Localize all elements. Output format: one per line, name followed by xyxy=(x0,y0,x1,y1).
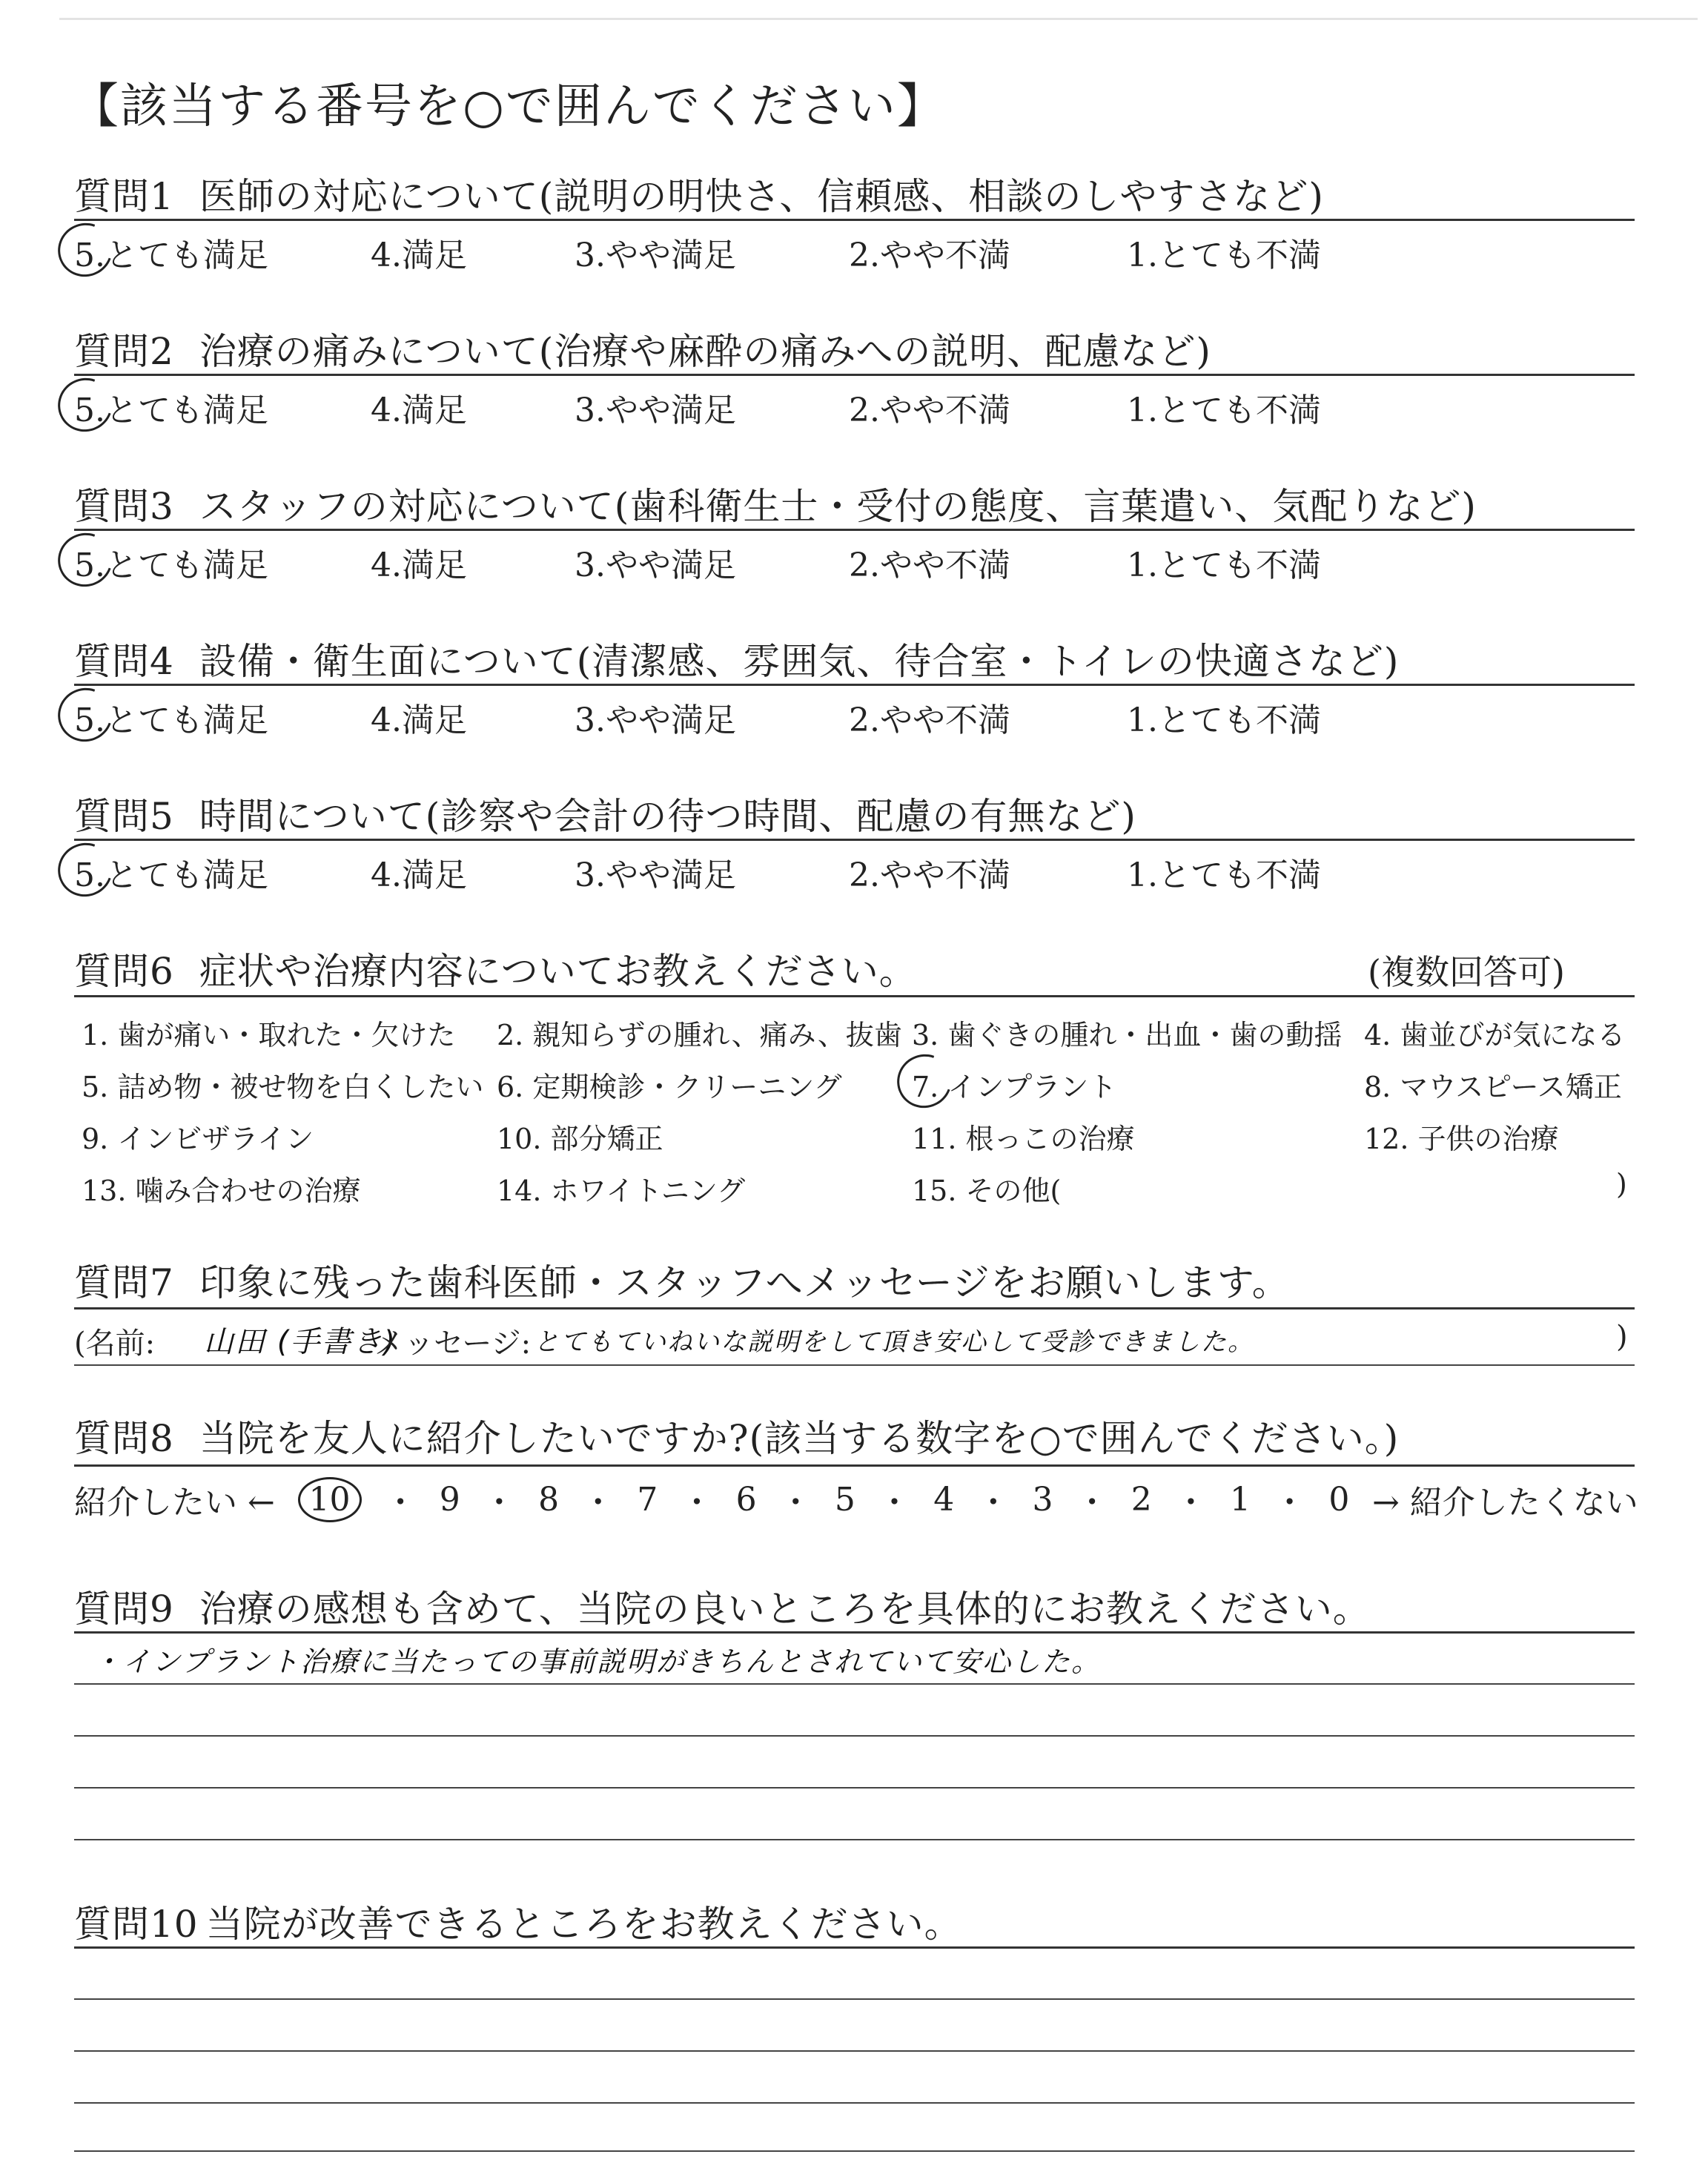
q10-text: 当院が改善できるところをお教えください。 xyxy=(205,1903,962,1946)
q6-option[interactable]: 10. 部分矯正 xyxy=(497,1123,663,1155)
q8-separator: ・ xyxy=(1076,1484,1109,1522)
q10-line xyxy=(74,1998,1635,2000)
q6-note: (複数回答可) xyxy=(1368,952,1565,992)
q6-option[interactable]: 12. 子供の治療 xyxy=(1364,1123,1559,1155)
q10-rule xyxy=(74,1946,1635,1949)
q7-number: 質問7 xyxy=(74,1261,174,1304)
rating-option[interactable]: 5.とても満足 xyxy=(74,237,268,274)
q5-title xyxy=(74,787,1136,840)
q6-number: 質問6 xyxy=(74,950,174,993)
question-number: 質問2 xyxy=(74,330,174,373)
q8-scale-value[interactable]: 2 xyxy=(1131,1480,1152,1519)
rating-option[interactable]: 4.満足 xyxy=(371,546,467,584)
rating-option[interactable]: 2.やや不満 xyxy=(849,237,1010,274)
q8-scale-value[interactable]: 8 xyxy=(538,1480,560,1519)
q8-scale xyxy=(74,1476,1638,1523)
rating-option[interactable]: 1.とても不満 xyxy=(1127,546,1321,584)
rating-option[interactable]: 4.満足 xyxy=(371,856,467,894)
q6-option[interactable]: 11. 根っこの治療 xyxy=(912,1123,1135,1155)
q3-title xyxy=(74,477,1477,530)
q8-left-label: 紹介したい ← xyxy=(74,1484,275,1522)
question-text: スタッフの対応について(歯科衛生士・受付の態度、言葉遣い、気配りなど) xyxy=(199,485,1477,528)
q8-title xyxy=(74,1409,1399,1462)
question-number: 質問5 xyxy=(74,795,174,838)
q9-line xyxy=(74,1787,1635,1789)
q9-rule xyxy=(74,1631,1635,1634)
q9-line xyxy=(74,1683,1635,1685)
q8-separator: ・ xyxy=(1273,1484,1306,1522)
rating-option[interactable]: 4.満足 xyxy=(371,701,467,739)
rating-option[interactable]: 4.満足 xyxy=(371,392,467,429)
question-number: 質問1 xyxy=(74,175,174,218)
q6-option[interactable]: 1. 歯が痛い・取れた・欠けた xyxy=(82,1019,456,1051)
q7-text: 印象に残った歯科医師・スタッフへメッセージをお願いします。 xyxy=(199,1261,1290,1304)
q8-scale-value[interactable]: 1 xyxy=(1230,1480,1251,1519)
q6-option[interactable]: 15. その他( xyxy=(912,1175,1062,1207)
q2-title xyxy=(74,322,1211,375)
question-rule xyxy=(74,839,1635,841)
question-rule xyxy=(74,529,1635,531)
q6-option[interactable]: 4. 歯並びが気になる xyxy=(1364,1019,1626,1051)
q10-number: 質問10 xyxy=(74,1903,199,1946)
rating-option[interactable]: 3.やや満足 xyxy=(575,546,736,584)
q6-option[interactable]: 8. マウスピース矯正 xyxy=(1364,1071,1622,1103)
rating-option[interactable]: 3.やや満足 xyxy=(575,237,736,274)
q9-number: 質問9 xyxy=(74,1588,174,1631)
q6-text: 症状や治療内容についてお教えください。 xyxy=(199,950,917,993)
q7-bottom-rule xyxy=(74,1364,1635,1366)
q7-name-value[interactable]: 山田 (手書き) xyxy=(204,1325,397,1359)
q7-name-label: (名前: xyxy=(74,1327,156,1361)
rating-option[interactable]: 2.やや不満 xyxy=(849,856,1010,894)
q6-rule xyxy=(74,995,1635,997)
q8-scale-value[interactable]: 10 xyxy=(298,1477,362,1522)
q8-separator: ・ xyxy=(779,1484,812,1522)
q7-title xyxy=(74,1253,1290,1307)
q8-number: 質問8 xyxy=(74,1417,174,1460)
q8-scale-value[interactable]: 4 xyxy=(933,1480,955,1519)
rating-option[interactable]: 2.やや不満 xyxy=(849,546,1010,584)
q8-scale-value[interactable]: 0 xyxy=(1328,1480,1350,1519)
q8-separator: ・ xyxy=(878,1484,911,1522)
page-header: 【該当する番号を○で囲んでください】 xyxy=(71,79,946,134)
rating-option[interactable]: 5.とても満足 xyxy=(74,701,268,739)
q6-option[interactable]: 5. 詰め物・被せ物を白くしたい xyxy=(82,1071,484,1103)
q1-title xyxy=(74,167,1324,220)
q9-title xyxy=(74,1579,1371,1633)
rating-option[interactable]: 3.やや満足 xyxy=(575,856,736,894)
rating-option[interactable]: 2.やや不満 xyxy=(849,701,1010,739)
q8-rule xyxy=(74,1464,1635,1467)
q6-title xyxy=(74,942,917,995)
q9-answer[interactable]: ・インプラント治療に当たっての事前説明がきちんとされていて安心した。 xyxy=(93,1645,1102,1678)
q6-option[interactable]: 9. インビザライン xyxy=(82,1123,314,1155)
q4-title xyxy=(74,632,1399,685)
q9-line xyxy=(74,1839,1635,1840)
question-number: 質問4 xyxy=(74,640,174,683)
q10-line xyxy=(74,2150,1635,2152)
rating-option[interactable]: 1.とても不満 xyxy=(1127,856,1321,894)
question-rule xyxy=(74,374,1635,376)
q8-separator: ・ xyxy=(384,1484,417,1522)
q6-option[interactable]: 3. 歯ぐきの腫れ・出血・歯の動揺 xyxy=(912,1019,1343,1051)
q6-option[interactable]: 7. インプラント xyxy=(912,1071,1117,1103)
q8-scale-value[interactable]: 7 xyxy=(637,1480,658,1519)
question-rule xyxy=(74,219,1635,221)
rating-option[interactable]: 3.やや満足 xyxy=(575,701,736,739)
rating-option[interactable]: 5.とても満足 xyxy=(74,392,268,429)
q8-scale-value[interactable]: 9 xyxy=(439,1480,460,1519)
rating-option[interactable]: 3.やや満足 xyxy=(575,392,736,429)
q10-line xyxy=(74,2050,1635,2052)
q8-scale-value[interactable]: 5 xyxy=(834,1480,855,1519)
q10-title xyxy=(74,1895,962,1948)
q9-line xyxy=(74,1735,1635,1737)
q6-option[interactable]: 2. 親知らずの腫れ、痛み、抜歯 xyxy=(497,1019,902,1051)
question-number: 質問3 xyxy=(74,485,174,528)
q8-separator: ・ xyxy=(1174,1484,1208,1522)
q8-separator: ・ xyxy=(581,1484,615,1522)
q7-rule xyxy=(74,1307,1635,1309)
q9-text: 治療の感想も含めて、当院の良いところを具体的にお教えください。 xyxy=(199,1588,1371,1631)
rating-option[interactable]: 1.とても不満 xyxy=(1127,237,1321,274)
q8-right-label: → 紹介したくない xyxy=(1371,1484,1638,1522)
question-text: 治療の痛みについて(治療や麻酔の痛みへの説明、配慮など) xyxy=(199,330,1211,373)
q8-separator: ・ xyxy=(483,1484,516,1522)
question-text: 時間について(診察や会計の待つ時間、配慮の有無など) xyxy=(199,795,1136,838)
question-rule xyxy=(74,684,1635,686)
q8-text: 当院を友人に紹介したいですか?(該当する数字を○で囲んでください。) xyxy=(199,1417,1400,1460)
q8-scale-value[interactable]: 3 xyxy=(1032,1480,1053,1519)
rating-option[interactable]: 1.とても不満 xyxy=(1127,701,1321,739)
q10-line xyxy=(74,2102,1635,2104)
q6-option[interactable]: 14. ホワイトニング xyxy=(497,1175,746,1207)
q6-close-paren: ) xyxy=(1616,1168,1627,1200)
q8-separator: ・ xyxy=(976,1484,1010,1522)
q8-separator: ・ xyxy=(680,1484,713,1522)
top-border xyxy=(59,18,1698,20)
question-text: 医師の対応について(説明の明快さ、信頼感、相談のしやすさなど) xyxy=(199,175,1324,218)
question-text: 設備・衛生面について(清潔感、雰囲気、待合室・トイレの快適さなど) xyxy=(199,640,1400,683)
rating-option[interactable]: 2.やや不満 xyxy=(849,392,1010,429)
selection-circle xyxy=(888,1046,960,1117)
q8-scale-value[interactable]: 6 xyxy=(735,1480,757,1519)
rating-option[interactable]: 1.とても不満 xyxy=(1127,392,1321,429)
q6-option[interactable]: 6. 定期検診・クリーニング xyxy=(497,1071,842,1103)
q7-message-value[interactable]: とてもていねいな説明をして頂き安心して受診できました。 xyxy=(534,1327,1254,1357)
rating-option[interactable]: 4.満足 xyxy=(371,237,467,274)
rating-option[interactable]: 5.とても満足 xyxy=(74,856,268,894)
q6-option[interactable]: 13. 噛み合わせの治療 xyxy=(82,1175,361,1207)
q7-message-label: メッセージ: xyxy=(374,1327,532,1361)
q7-close-paren: ) xyxy=(1616,1320,1628,1354)
rating-option[interactable]: 5.とても満足 xyxy=(74,546,268,584)
